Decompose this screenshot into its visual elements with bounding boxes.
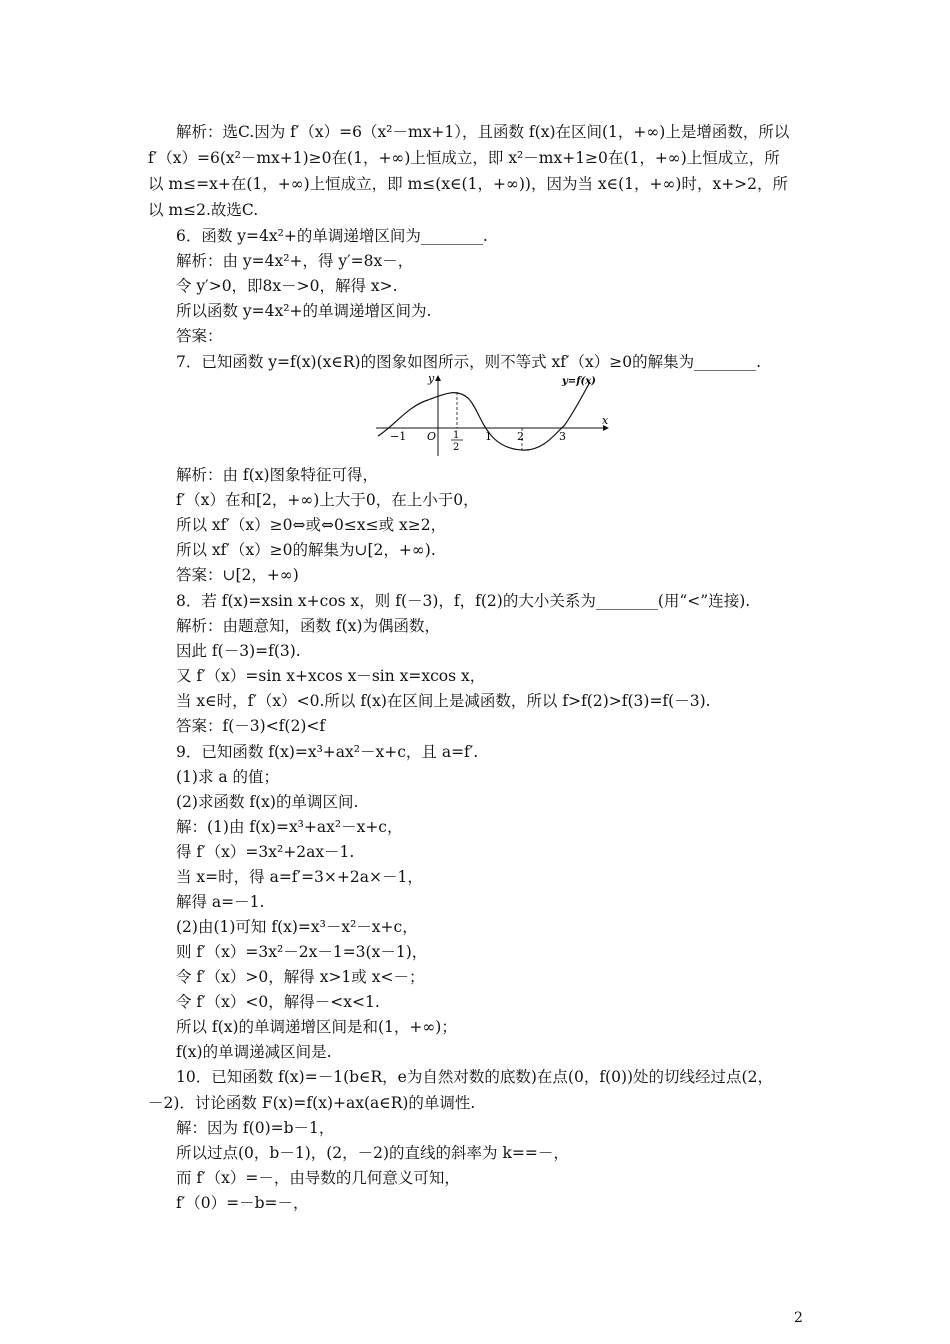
text-line: 令 f′（x）>0，解得 x>1或 x<－； [176, 968, 425, 986]
text-line: －2)．讨论函数 F(x)=f(x)+ax(a∈R)的单调性. [148, 1094, 476, 1112]
text-line: 以 m≤2.故选C. [148, 201, 259, 219]
text-line: 所以 f(x)的单调递增区间是和(1，+∞)； [176, 1018, 457, 1036]
page-number: 2 [794, 1310, 803, 1326]
text-line: 所以过点(0，b－1)，(2，－2)的直线的斜率为 k==－， [176, 1144, 569, 1162]
tick-label: 1 [485, 430, 492, 443]
text-line: 6．函数 y=4x²+的单调递增区间为________. [176, 227, 488, 245]
text-line: 所以 xf′（x）≥0⇔或⇔0≤x≤或 x≥2， [176, 516, 447, 534]
tick-label: 3 [559, 430, 566, 443]
text-line: f(x)的单调递减区间是. [176, 1043, 332, 1061]
text-line: 9．已知函数 f(x)=x³+ax²－x+c，且 a=f′. [176, 743, 479, 761]
curve-label: y=f(x) [562, 376, 596, 387]
text-line: 以 m≤=x+在(1，+∞)上恒成立，即 m≤(x∈(1，+∞))，因为当 x∈(1，+∞)时，x+>2，所 [148, 175, 789, 193]
tick-label: 2 [453, 442, 460, 453]
text-line: 因此 f(－3)=f(3). [176, 642, 301, 660]
text-line: 而 f′（x）=－，由导数的几何意义可知， [176, 1169, 460, 1187]
text-line: 又 f′（x）=sin x+xcos x－sin x=xcos x， [176, 667, 486, 685]
text-line: 解：因为 f(0)=b－1， [176, 1119, 335, 1137]
text-line: 令 f′（x）<0，解得－<x<1. [176, 993, 380, 1011]
text-line: 解析：选C.因为 f′（x）=6（x²－mx+1），且函数 f(x)在区间(1，+∞)上是增函数，所以 [176, 123, 790, 141]
text-line: 当 x∈时，f′（x）<0.所以 f(x)在区间上是减函数，所以 f>f(2)>f(3)=f(－3). [176, 692, 711, 710]
text-line: f′（0）=－b=－， [176, 1194, 309, 1212]
text-line: 所以 xf′（x）≥0的解集为∪[2，+∞). [176, 541, 436, 559]
text-line: 解得 a=－1. [176, 893, 265, 911]
tick-label: 2 [517, 430, 524, 443]
text-line: (2)由(1)可知 f(x)=x³－x²－x+c， [176, 918, 418, 936]
text-line: f′（x）在和[2，+∞)上大于0，在上小于0， [176, 491, 479, 509]
text-line: 解析：由 y=4x²+，得 y′=8x－， [176, 252, 414, 270]
text-line: 7．已知函数 y=f(x)(x∈R)的图象如图所示，则不等式 xf′（x）≥0的解集为________. [176, 353, 762, 371]
function-graph [372, 370, 617, 458]
text-line: 当 x=时，得 a=f′=3×+2a×－1， [176, 868, 423, 886]
text-line: 得 f′（x）=3x²+2ax－1. [176, 843, 355, 861]
text-line: 令 y′>0，即8x－>0，解得 x>. [176, 277, 398, 295]
y-axis-label: y [428, 372, 435, 385]
text-line: 答案：∪[2，+∞) [176, 566, 299, 584]
text-line: 则 f′（x）=3x²－2x－1=3(x－1)， [176, 943, 428, 961]
text-line: 所以函数 y=4x²+的单调递增区间为. [176, 302, 432, 320]
text-line: 解析：由题意知，函数 f(x)为偶函数， [176, 617, 441, 635]
x-axis-label: x [602, 414, 609, 427]
text-line: 解析：由 f(x)图象特征可得， [176, 466, 379, 484]
tick-label: −1 [390, 430, 407, 443]
text-line: 10．已知函数 f(x)=－1(b∈R，e为自然对数的底数)在点(0，f(0))处的切线经过点(2， [176, 1068, 773, 1086]
text-line: 解：(1)由 f(x)=x³+ax²－x+c， [176, 818, 403, 836]
text-line: (1)求 a 的值； [176, 768, 280, 786]
text-line: (2)求函数 f(x)的单调区间. [176, 793, 359, 811]
text-line: 答案：f(－3)<f(2)<f [176, 717, 326, 735]
text-line: f′（x）=6(x²－mx+1)≥0在(1，+∞)上恒成立，即 x²－mx+1≥0在(1，+∞)上恒成立，所 [148, 149, 780, 167]
tick-label: 1 [453, 430, 460, 441]
text-line: 8．若 f(x)=xsin x+cos x，则 f(－3)，f，f(2)的大小关系为________(用“<”连接). [176, 592, 751, 610]
text-line: 答案： [176, 327, 223, 345]
origin-label: O [427, 430, 437, 443]
